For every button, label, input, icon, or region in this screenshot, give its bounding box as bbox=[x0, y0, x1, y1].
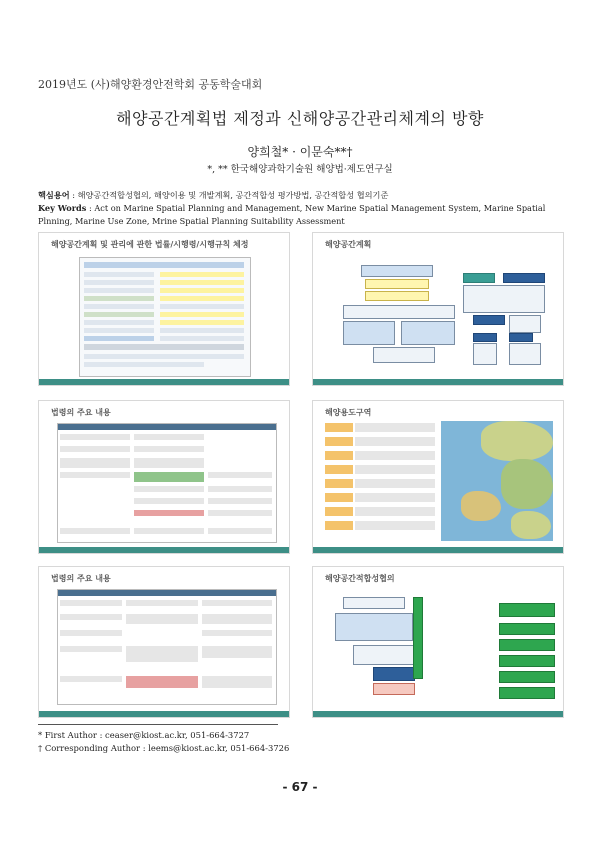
keywords-block bbox=[38, 189, 566, 228]
slide-1-document-image bbox=[79, 257, 251, 377]
conference-header: 2019년도 (사)해양환경안전학회 공동학술대회 bbox=[38, 78, 263, 91]
keywords-english: Key Words : Act on Marine Spatial Planning and Management, New Marine Spatial Management System, Marine Spatial Plnning, Marine Use Zone, Mrine Spatial Planning Suitability Assessment bbox=[38, 203, 546, 226]
slide-1 bbox=[38, 232, 290, 386]
slide-4 bbox=[312, 400, 564, 554]
slide-2-footer-bar bbox=[313, 379, 563, 385]
slide-6-title: 해양공간적합성협의 bbox=[325, 574, 395, 583]
authors: 양희철* · 이문숙**† bbox=[247, 145, 353, 159]
affiliation: *, ** 한국해양과학기술원 해양법·제도연구실 bbox=[207, 164, 393, 175]
paper-title: 해양공간계획법 제정과 신해양공간관리체계의 방향 bbox=[116, 109, 484, 128]
slide-5 bbox=[38, 566, 290, 718]
slide-3-title: 법령의 주요 내용 bbox=[51, 408, 111, 417]
slide-3-footer-bar bbox=[39, 547, 289, 553]
slide-4-footer-bar bbox=[313, 547, 563, 553]
slide-2-title: 해양공간계획 bbox=[325, 240, 372, 249]
footnote-divider bbox=[38, 724, 278, 725]
footnote-first-author: * First Author : ceaser@kiost.ac.kr, 051-664-3727 bbox=[38, 730, 250, 740]
slide-3 bbox=[38, 400, 290, 554]
slide-5-footer-bar bbox=[39, 711, 289, 717]
slide-2 bbox=[312, 232, 564, 386]
slide-1-footer-bar bbox=[39, 379, 289, 385]
keywords-korean: 핵심용어 : 해양공간적합성협의, 해양이용 및 개발계획, 공간적합성 평가방법, 공간적합성 협의기준 bbox=[38, 190, 389, 200]
zone-map-image bbox=[441, 421, 553, 541]
slide-6 bbox=[312, 566, 564, 718]
slide-4-title: 해양용도구역 bbox=[325, 408, 372, 417]
footnote-corresponding-author: † Corresponding Author : leems@kiost.ac.kr, 051-664-3726 bbox=[38, 743, 290, 753]
slide-6-footer-bar bbox=[313, 711, 563, 717]
slide-5-table bbox=[57, 589, 277, 705]
page-number: - 67 - bbox=[282, 780, 318, 794]
slide-1-title: 해양공간계획 및 관리에 관한 법률/시행령/시행규칙 체정 bbox=[51, 240, 249, 249]
slide-3-table bbox=[57, 423, 277, 543]
slide-5-title: 법령의 주요 내용 bbox=[51, 574, 111, 583]
